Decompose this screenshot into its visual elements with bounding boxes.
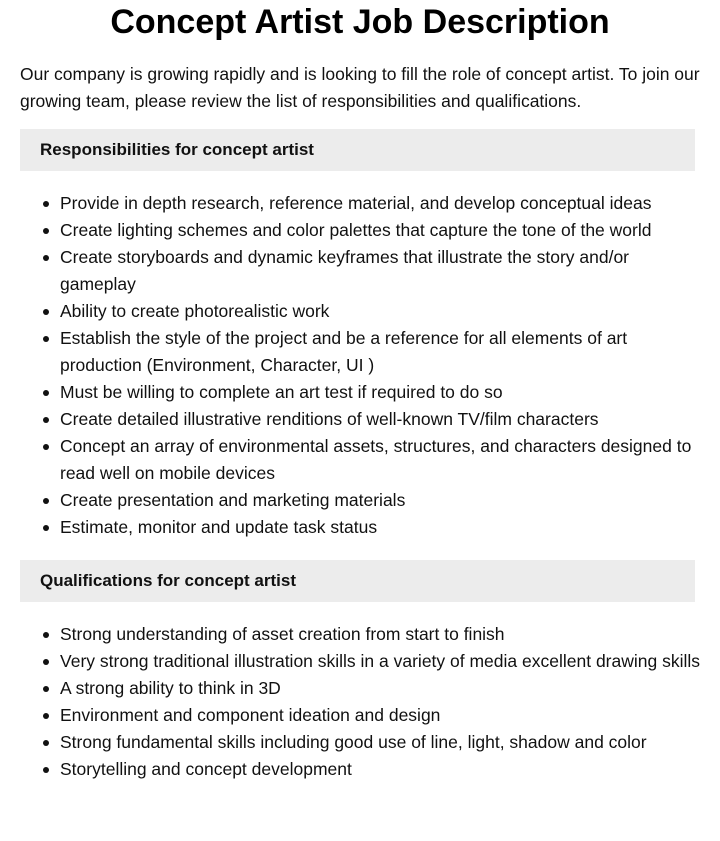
- list-item: [60, 379, 700, 406]
- list-item: [60, 217, 700, 244]
- list-item-text: Storytelling and concept development: [60, 759, 352, 779]
- bullet-icon: [43, 417, 49, 423]
- list-item-text: Strong understanding of asset creation from start to finish: [60, 624, 505, 644]
- list-item-text: Strong fundamental skills including good use of line, light, shadow and color: [60, 732, 647, 752]
- list-item-text: Create presentation and marketing materials: [60, 490, 406, 510]
- list-item: [60, 325, 700, 379]
- bullet-icon: [43, 255, 49, 261]
- list-item: [60, 648, 700, 675]
- list-item-text: Establish the style of the project and be a reference for all elements of art production (Environment, Character, UI ): [60, 328, 628, 375]
- list-item: [60, 756, 700, 783]
- bullet-icon: [43, 201, 49, 207]
- list-item-text: Create detailed illustrative renditions of well-known TV/film characters: [60, 409, 599, 429]
- bullet-icon: [43, 336, 49, 342]
- bullet-icon: [43, 659, 49, 665]
- qualifications-section-header: [20, 560, 695, 602]
- bullet-icon: [43, 713, 49, 719]
- bullet-icon: [43, 309, 49, 315]
- list-item: [60, 729, 700, 756]
- list-item-text: Environment and component ideation and design: [60, 705, 441, 725]
- list-item-text: Ability to create photorealistic work: [60, 301, 330, 321]
- bullet-icon: [43, 390, 49, 396]
- page-title: Concept Artist Job Description: [110, 3, 610, 41]
- list-item-text: Estimate, monitor and update task status: [60, 517, 378, 537]
- qualifications-heading: Qualifications for concept artist: [40, 571, 296, 590]
- responsibilities-heading: Responsibilities for concept artist: [40, 140, 314, 159]
- bullet-icon: [43, 525, 49, 531]
- list-item: [60, 702, 700, 729]
- intro-paragraph: Our company is growing rapidly and is looking to fill the role of concept artist. To join our growing team, please review the list of responsibilities and qualifications.: [20, 64, 700, 111]
- list-item-text: Concept an array of environmental assets, structures, and characters designed to read well on mobile devices: [60, 436, 692, 483]
- list-item-text: Must be willing to complete an art test if required to do so: [60, 382, 503, 402]
- list-item: [60, 190, 700, 217]
- list-item-text: A strong ability to think in 3D: [60, 678, 281, 698]
- qualifications-list: [60, 621, 700, 783]
- list-item-text: Very strong traditional illustration skills in a variety of media excellent drawing skills: [60, 651, 700, 671]
- list-item: [60, 675, 700, 702]
- list-item: [60, 244, 700, 298]
- list-item-text: Provide in depth research, reference material, and develop conceptual ideas: [60, 193, 652, 213]
- list-item: [60, 406, 700, 433]
- list-item: [60, 487, 700, 514]
- bullet-icon: [43, 228, 49, 234]
- list-item: [60, 298, 700, 325]
- bullet-icon: [43, 740, 49, 746]
- bullet-icon: [43, 444, 49, 450]
- list-item-text: Create storyboards and dynamic keyframes that illustrate the story and/or gameplay: [60, 247, 630, 294]
- bullet-icon: [43, 632, 49, 638]
- responsibilities-list: [60, 190, 700, 541]
- list-item: [60, 514, 700, 541]
- responsibilities-section-header: [20, 129, 695, 171]
- list-item: [60, 433, 700, 487]
- bullet-icon: [43, 686, 49, 692]
- bullet-icon: [43, 498, 49, 504]
- list-item-text: Create lighting schemes and color palettes that capture the tone of the world: [60, 220, 652, 240]
- bullet-icon: [43, 767, 49, 773]
- list-item: [60, 621, 700, 648]
